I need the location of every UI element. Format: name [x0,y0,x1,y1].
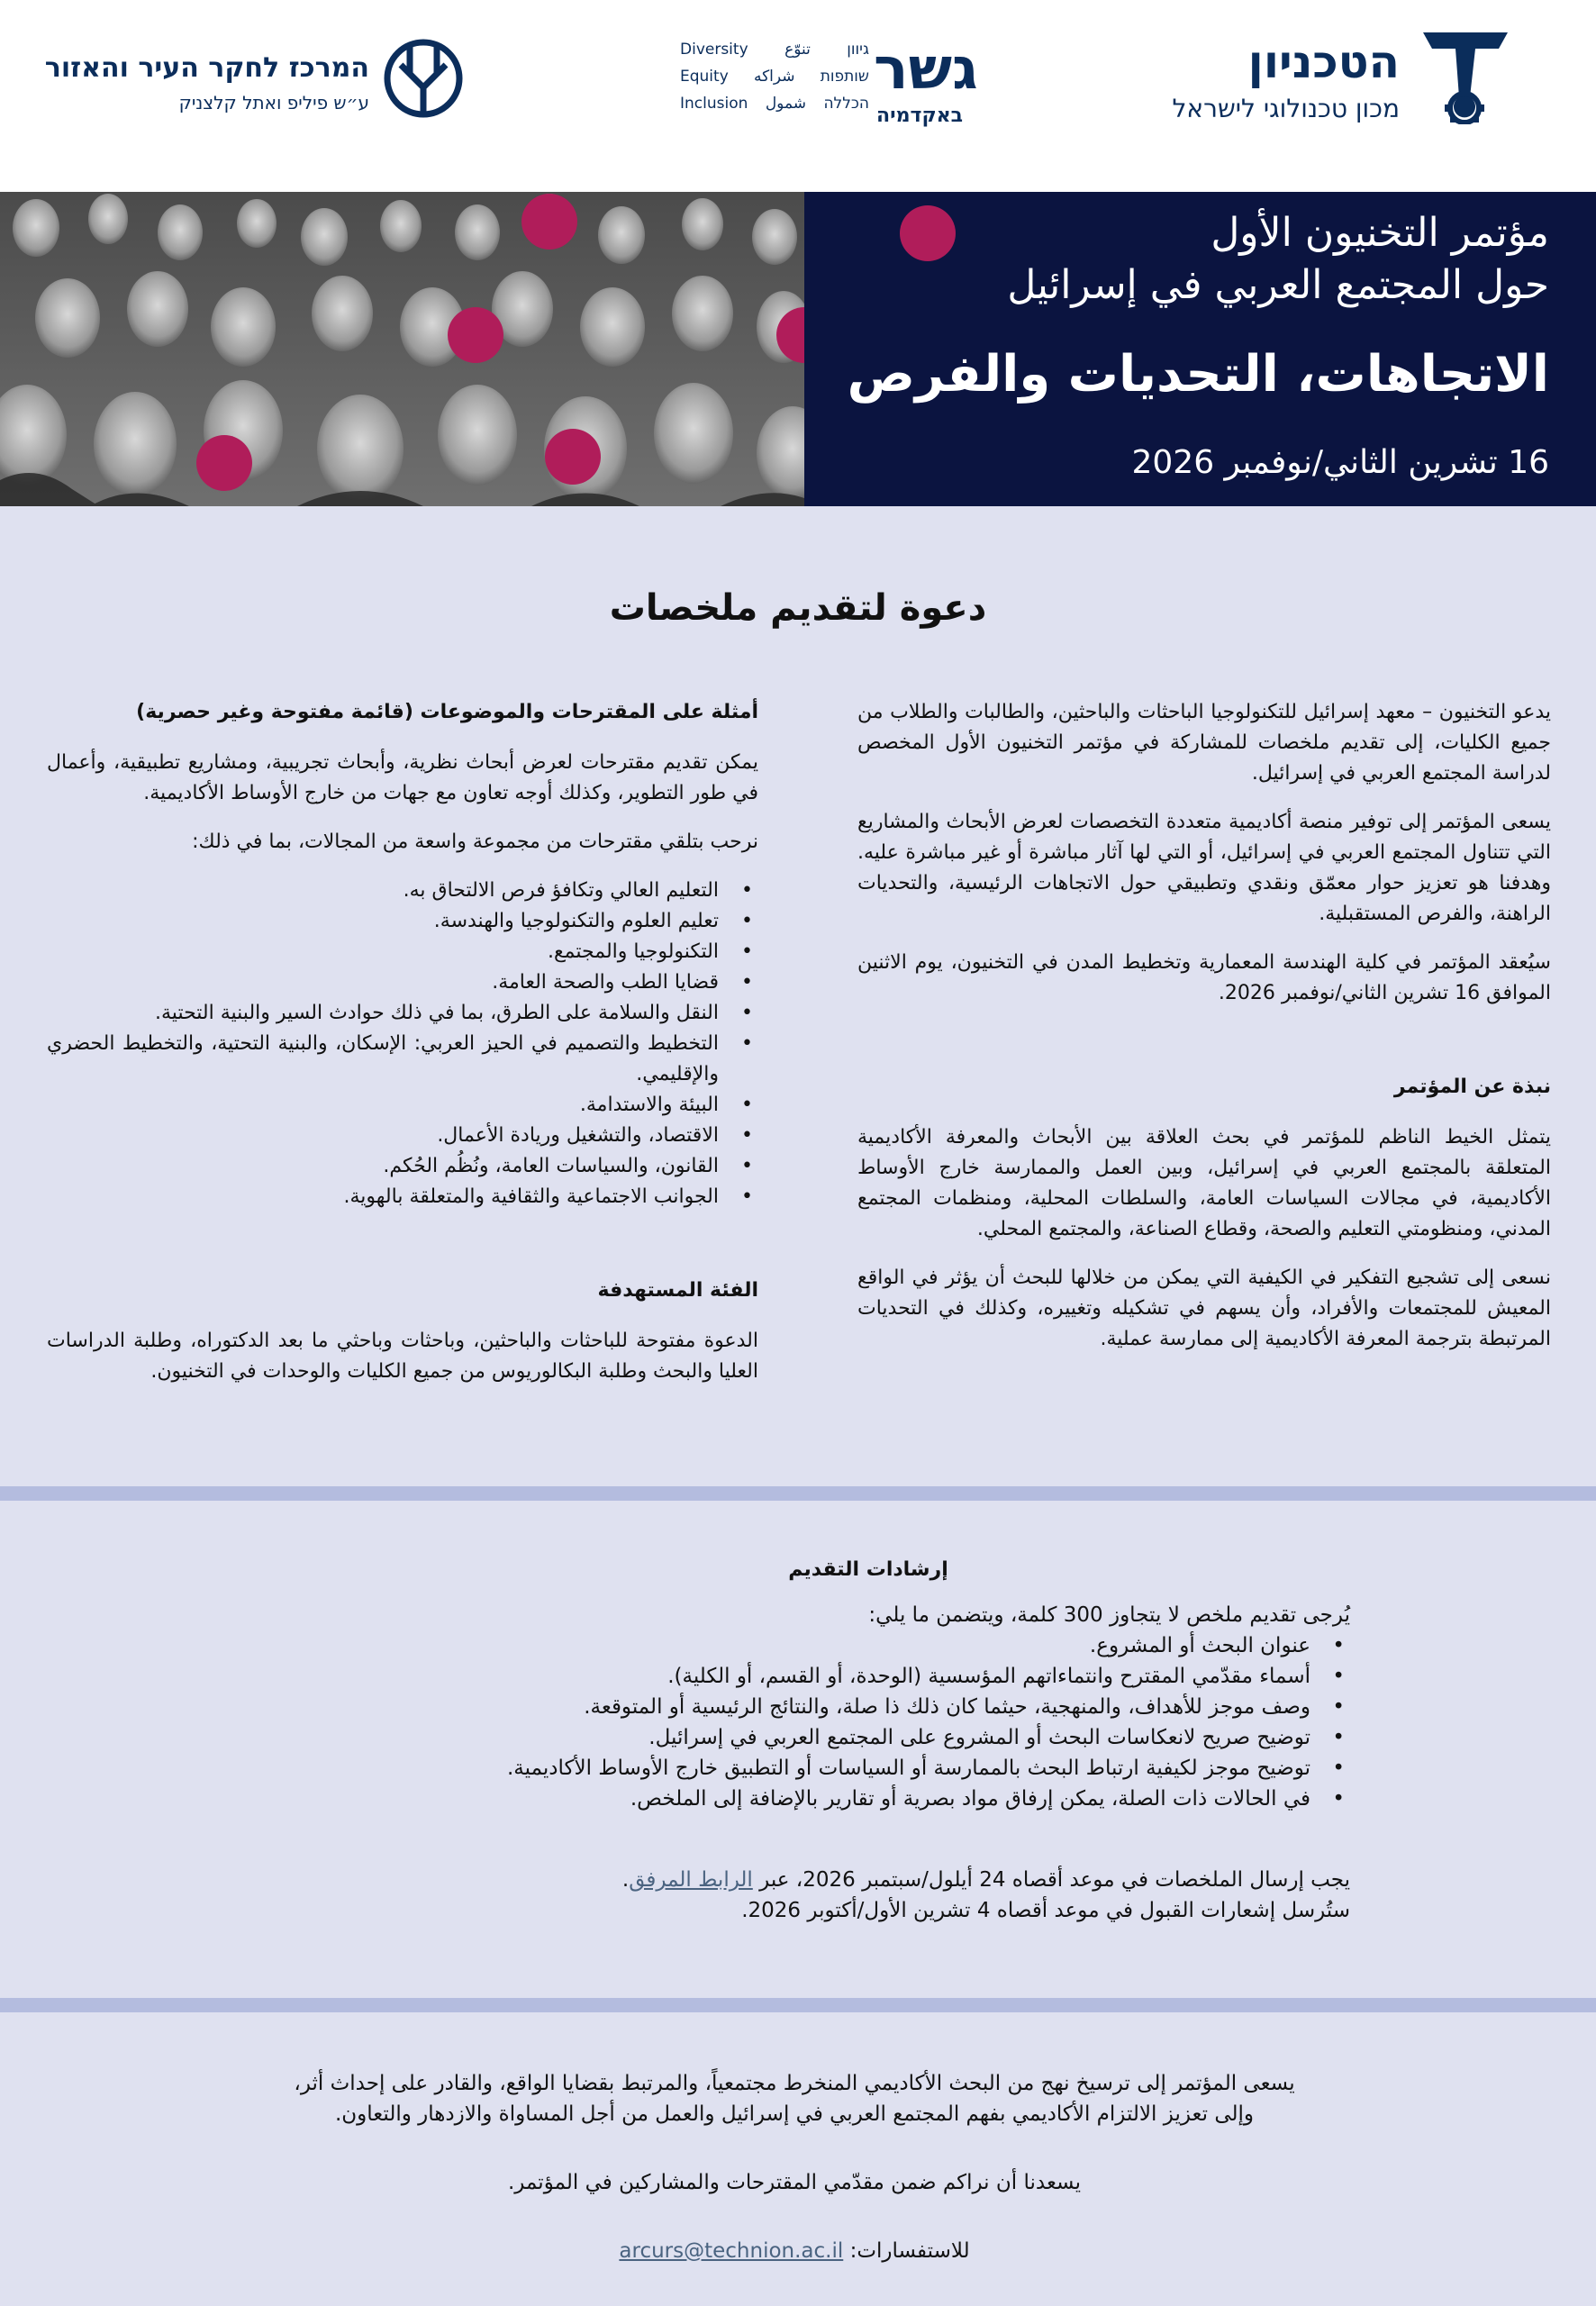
urban-center-logo [44,18,468,135]
closing-line: يسعى المؤتمر إلى ترسيخ نهج من البحث الأكاديمي المنخرط مجتمعياً، والمرتبط بقضايا الواقع، والقادر على إحداث أثر، [294,2072,1295,2095]
gesher-row-ar: تنوّع [784,41,811,59]
call-for-abstracts-section [0,506,1596,1486]
gesher-academia: באקדמיה [876,104,964,127]
page-title: دعوة لتقديم ملخصات [609,587,987,629]
contact-label: للاستفسارات: [849,2239,970,2263]
logo-strip [0,0,1596,189]
conference-title-line2: حول المجتمع العربي في إسرائيل [1007,262,1549,308]
contact-email-link[interactable]: arcurs@technion.ac.il [619,2239,844,2263]
closing-section [0,2012,1596,2306]
topics-list [47,876,758,1212]
crowd-photo [0,192,804,506]
list-item: • وصف موجز للأهداف، والمنهجية، حيثما كان ذلك ذا صلة، والنتائج الرئيسية أو المتوقعة. [242,1692,1310,1722]
gesher-row-en: Diversity [680,41,748,59]
list-item: • التخطيط والتصميم في الحيز العربي: الإسكان، والبنية التحتية، والتخطيط الحضري والإقليمي. [47,1029,719,1090]
list-item: • عنوان البحث أو المشروع. [242,1630,1310,1661]
guidelines-heading: إرشادات التقديم [788,1558,948,1581]
list-item: • تعليم العلوم والتكنولوجيا والهندسة. [47,906,719,937]
gesher-row-he: שותפות [820,68,869,86]
crowd-photo-image [0,192,804,506]
intro-column [857,697,1551,1373]
list-item: • أسماء مقدّمي المقترح وانتماءاتهم المؤسسية (الوحدة، أو القسم، أو الكلية). [242,1661,1310,1692]
guidelines-block [242,1555,1350,1926]
gesher-row-ar: شراكه [753,68,795,86]
urban-center-subtitle: ע״ש פיליפ ואתל קלצניק [178,92,369,113]
list-item: • توضيح موجز لكيفية ارتباط البحث بالممارسة أو السياسات أو التطبيق خارج الأوساط الأكاديمية. [242,1753,1310,1784]
submission-link[interactable]: الرابط المرفق [629,1868,753,1892]
gesher-row-en: Equity [680,68,729,86]
examples-heading: أمثلة على المقترحات والموضوعات (قائمة مفتوحة وغير حصرية) [136,701,758,723]
list-item: • توضيح صريح لانعكاسات البحث أو المشروع على المجتمع العربي في إسرائيل. [242,1722,1310,1753]
decorative-dot [448,307,503,363]
examples-paragraph: نرحب بتلقي مقترحات من مجموعة واسعة من المجالات، بما في ذلك: [192,831,758,853]
gesher-row-he: גיוון [847,41,869,59]
about-heading: نبذة عن المؤتمر [1393,1076,1551,1098]
guidelines-section [0,1501,1596,1998]
list-item: • البيئة والاستدامة. [47,1090,719,1121]
list-item: • الاقتصاد، والتشغيل وريادة الأعمال. [47,1121,719,1151]
conference-date: 16 تشرين الثاني/نوفمبر 2026 [1131,444,1549,481]
conference-headline: الاتجاهات، التحديات والفرص [847,345,1549,404]
technion-emblem-icon [1416,25,1515,124]
decorative-dot [545,429,601,485]
invitation-line: يسعدنا أن نراكم ضمن مقدّمي المقترحات والمشاركين في المؤتمر. [508,2171,1081,2194]
hero-banner [0,192,1596,506]
gesher-row-he: הכללה [823,95,869,113]
list-item: • الجوانب الاجتماعية والثقافية والمتعلقة بالهوية. [47,1182,719,1212]
section-divider [0,1486,1596,1501]
gesher-row-diversity [680,36,869,63]
gesher-row-en: Inclusion [680,95,748,113]
list-item: • التكنولوجيا والمجتمع. [47,937,719,967]
intro-paragraph: سيُعقد المؤتمر في كلية الهندسة المعمارية وتخطيط المدن في التخنيون، يوم الاثنين الموافق 16 تشرين الثاني/نوفمبر 2026. [857,951,1551,1004]
about-paragraph: يتمثل الخيط الناظم للمؤتمر في بحث العلاقة بين الأبحاث والمعرفة الأكاديمية المتعلقة بالمجتمع العربي في إسرائيل، وبين العمل والممارسة خارج الأوساط الأكاديمية، في مجالات السياسات العامة، والسلطات المحلية، ومنظمات المجتمع المدني، ومنظومتي التعليم والصحة، وقطاع الصناعة، والمجتمع المحلي. [857,1126,1551,1240]
intro-paragraph: يدعو التخنيون – معهد إسرائيل للتكنولوجيا الباحثات والباحثين، والطالبات والطلاب من جميع الكليات، إلى تقديم ملخصات للمشاركة في مؤتمر التخنيون الأول المخصص لدراسة المجتمع العربي في إسرائيل. [857,701,1551,785]
gesher-row-equity [680,63,869,90]
guidelines-list [242,1630,1350,1814]
gesher-row-inclusion [680,90,869,117]
technion-logo [1172,18,1515,135]
audience-paragraph: الدعوة مفتوحة للباحثات والباحثين، وباحثات وباحثي ما بعد الدكتوراه، وطلبة الدراسات العليا والبحث وطلبة البكالوريوس من جميع الكليات والوحدات في التخنيون. [47,1330,758,1383]
list-item: • التعليم العالي وتكافؤ فرص الالتحاق به. [47,876,719,906]
deadline-line: يجب إرسال الملخصات في موعد أقصاه 24 أيلول/سبتمبر 2026، عبر الرابط المرفق. [621,1868,1350,1892]
gesher-logo [680,18,986,135]
contact-line [254,2236,1335,2266]
list-item: • النقل والسلامة على الطرق، بما في ذلك حوادث السير والبنية التحتية. [47,998,719,1029]
decorative-dot [521,194,577,250]
list-item: • قضايا الطب والصحة العامة. [47,967,719,998]
intro-paragraph: يسعى المؤتمر إلى توفير منصة أكاديمية متعددة التخصصات لعرض الأبحاث والمشاريع التي تتناول المجتمع العربي في إسرائيل، أو التي لها آثار مباشرة أو غير مباشرة عليه. وهدفنا هو تعزيز حوار معمّق ونقدي وتطبيقي حول الاتجاهات الرئيسية، والتحديات الراهنة، والفرص المستقبلية. [857,811,1551,925]
urban-center-emblem-icon [383,38,464,119]
acceptance-line: ستُرسل إشعارات القبول في موعد أقصاه 4 تشرين الأول/أكتوبر 2026. [741,1899,1350,1922]
closing-block [254,2068,1335,2266]
guidelines-intro: يُرجى تقديم ملخص لا يتجاوز 300 كلمة، ويتضمن ما يلي: [868,1603,1350,1627]
hero-title-panel [804,192,1596,506]
closing-line: وإلى تعزيز الالتزام الأكاديمي بفهم المجتمع العربي في إسرائيل والعمل من أجل المساواة والازدهار والتعاون. [334,2102,1255,2126]
list-item: • القانون، والسياسات العامة، ونُظُم الحُكم. [47,1151,719,1182]
topics-column [47,697,758,1405]
gesher-row-ar: شمول [765,95,807,113]
gesher-wordmark: גשר [874,36,978,103]
decorative-dot [900,205,956,261]
technion-subtitle: מכון טכנולוגי לישראל [1172,94,1400,123]
list-item: • في الحالات ذات الصلة، يمكن إرفاق مواد بصرية أو تقارير بالإضافة إلى الملخص. [242,1784,1310,1814]
examples-paragraph: يمكن تقديم مقترحات لعرض أبحاث نظرية، وأبحاث تجريبية، ومشاريع تطبيقية، وأعمال في طور التطوير، وكذلك أوجه تعاون مع جهات من خارج الأوساط الأكاديمية. [47,751,758,804]
conference-title-line1: مؤتمر التخنيون الأول [1211,210,1549,256]
section-divider [0,1998,1596,2012]
deadline-text: يجب إرسال الملخصات في موعد أقصاه 24 أيلول/سبتمبر 2026، عبر [759,1868,1350,1892]
audience-heading: الفئة المستهدفة [597,1279,758,1302]
decorative-dot [196,435,252,491]
technion-name: הטכניון [1247,36,1400,88]
about-paragraph: نسعى إلى تشجيع التفكير في الكيفية التي يمكن من خلالها للبحث أن يؤثر في الواقع المعيش للمجتمعات والأفراد، وأن يسهم في تشكيله وتغييره، وكذلك في التحديات المرتبطة بترجمة المعرفة الأكاديمية إلى ممارسة عملية. [857,1266,1551,1350]
gesher-values [680,36,869,117]
urban-center-name: המרכז לחקר העיר והאזור [44,52,369,84]
